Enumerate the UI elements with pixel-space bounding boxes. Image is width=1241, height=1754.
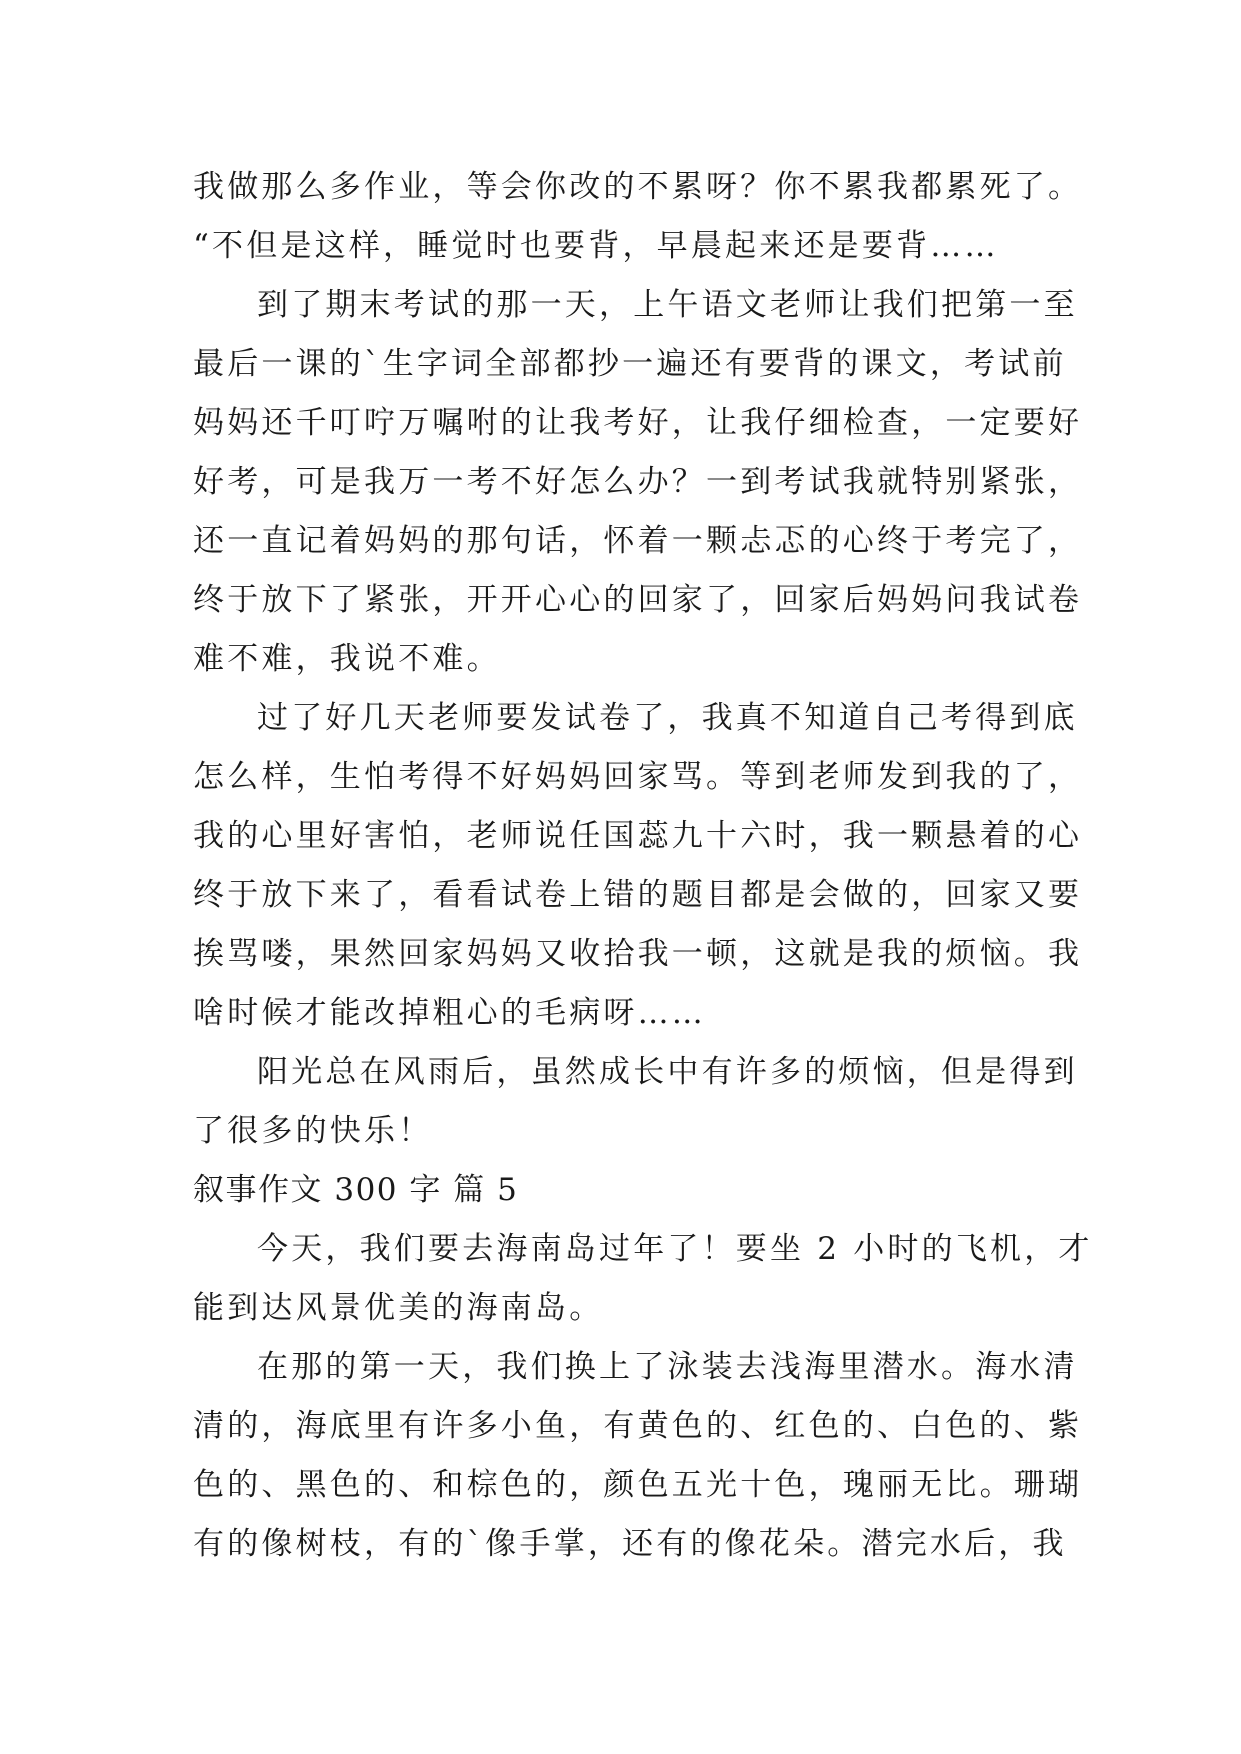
paragraph-start: 在那的第一天，我们换上了泳装去浅海里潜水。海水清 xyxy=(257,1349,1078,1385)
paragraph-start: 过了好几天老师要发试卷了，我真不知道自己考得到底 xyxy=(257,700,1078,736)
text-line: 我做那么多作业，等会你改的不累呀？你不累我都累死了。 xyxy=(193,169,1083,205)
document-page xyxy=(193,158,1093,1574)
text-line: 终于放下来了，看看试卷上错的题目都是会做的，回家又要 xyxy=(193,877,1083,913)
text-line: 妈妈还千叮咛万嘱咐的让我考好，让我仔细检查，一定要好 xyxy=(193,405,1083,441)
text-line: 了很多的快乐！ xyxy=(193,1113,433,1149)
text-line: “不但是这样，睡觉时也要背，早晨起来还是要背…… xyxy=(193,228,999,264)
text-line: 还一直记着妈妈的那句话，怀着一颗忐忑的心终于考完了， xyxy=(193,523,1083,559)
text-line: 难不难，我说不难。 xyxy=(193,641,501,677)
text-line: 色的、黑色的、和棕色的，颜色五光十色，瑰丽无比。珊瑚 xyxy=(193,1467,1083,1503)
paragraph-start: 今天，我们要去海南岛过年了！要坐 2 小时的飞机，才 xyxy=(257,1231,1093,1267)
text-line: 啥时候才能改掉粗心的毛病呀…… xyxy=(193,995,706,1031)
paragraph-start: 阳光总在风雨后，虽然成长中有许多的烦恼，但是得到 xyxy=(257,1054,1078,1090)
section-heading: 叙事作文 300 字 篇 5 xyxy=(193,1172,519,1208)
text-line: 终于放下了紧张，开开心心的回家了，回家后妈妈问我试卷 xyxy=(193,582,1083,618)
text-line: 我的心里好害怕，老师说任国蕊九十六时，我一颗悬着的心 xyxy=(193,818,1083,854)
paragraph-start: 到了期末考试的那一天，上午语文老师让我们把第一至 xyxy=(257,287,1078,323)
text-line: 好考，可是我万一考不好怎么办？一到考试我就特别紧张， xyxy=(193,464,1083,500)
text-line: 能到达风景优美的海南岛。 xyxy=(193,1290,604,1326)
text-line: 清的，海底里有许多小鱼，有黄色的、红色的、白色的、紫 xyxy=(193,1408,1083,1444)
text-line: 最后一课的`生字词全部都抄一遍还有要背的课文，考试前 xyxy=(193,346,1067,382)
text-line: 怎么样，生怕考得不好妈妈回家骂。等到老师发到我的了， xyxy=(193,759,1083,795)
text-line: 挨骂喽，果然回家妈妈又收拾我一顿，这就是我的烦恼。我 xyxy=(193,936,1083,972)
text-line: 有的像树枝，有的`像手掌，还有的像花朵。潜完水后，我 xyxy=(193,1526,1067,1562)
